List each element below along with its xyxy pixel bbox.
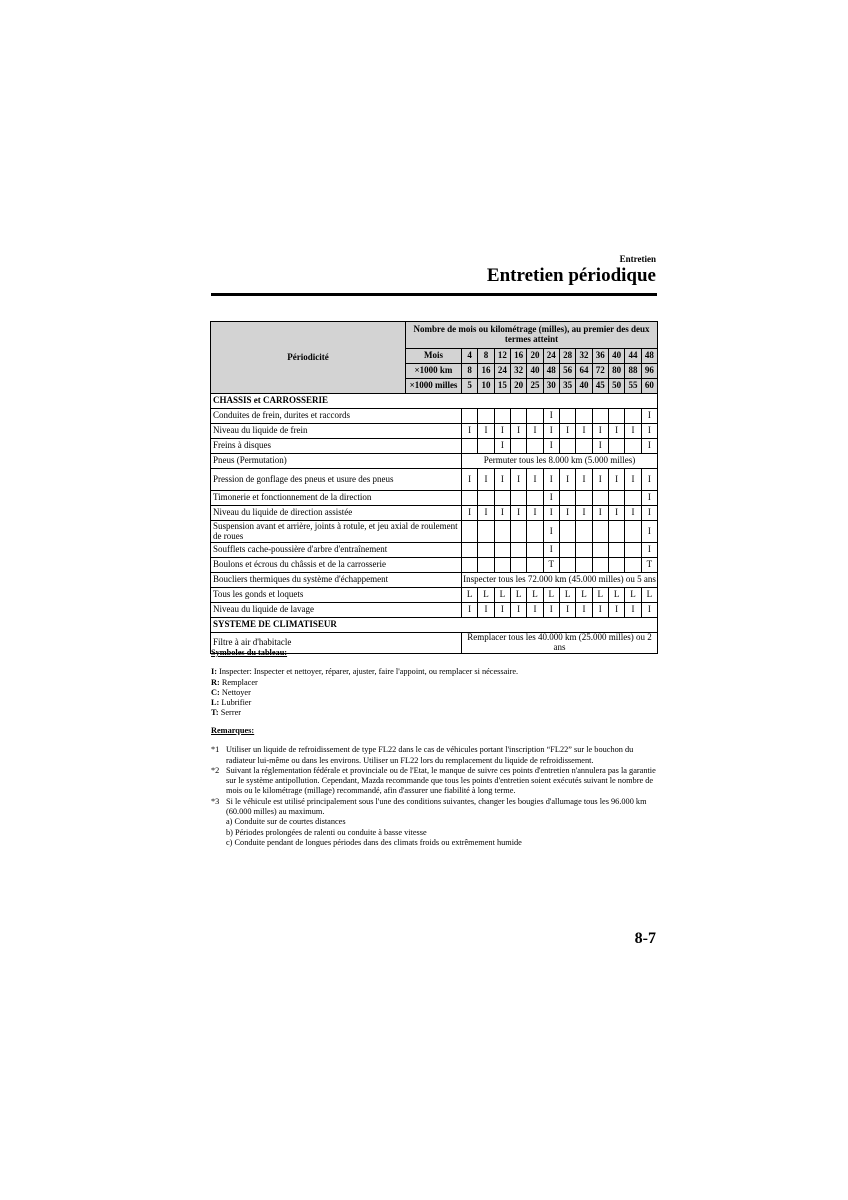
scale-value: 10 xyxy=(478,379,494,394)
schedule-cell xyxy=(608,558,624,573)
schedule-cell: I xyxy=(527,424,543,439)
table-row xyxy=(211,506,658,521)
item-label: Niveau du liquide de frein xyxy=(211,424,462,439)
symbol-code: R: xyxy=(211,677,220,687)
symbol-entry xyxy=(211,698,657,708)
schedule-cell: I xyxy=(527,506,543,521)
schedule-cell: I xyxy=(625,469,641,491)
scale-value: 4 xyxy=(462,349,478,364)
scale-value: 20 xyxy=(510,379,526,394)
schedule-cell xyxy=(527,491,543,506)
schedule-cell: I xyxy=(641,491,657,506)
scale-label: ×1000 milles xyxy=(406,379,462,394)
schedule-cell xyxy=(592,521,608,543)
table-row xyxy=(211,454,658,469)
schedule-cell: I xyxy=(478,506,494,521)
schedule-cell: I xyxy=(592,439,608,454)
schedule-cell xyxy=(462,558,478,573)
item-label: Freins à disques xyxy=(211,439,462,454)
schedule-cell: I xyxy=(576,603,592,618)
table-row xyxy=(211,439,658,454)
schedule-cell xyxy=(510,439,526,454)
schedule-cell: I xyxy=(494,469,510,491)
remark-marker: *1 xyxy=(211,745,220,755)
schedule-cell xyxy=(592,558,608,573)
scale-value: 40 xyxy=(608,349,624,364)
schedule-cell: I xyxy=(543,543,559,558)
schedule-cell xyxy=(494,558,510,573)
schedule-cell xyxy=(608,409,624,424)
remark-marker: *3 xyxy=(211,796,220,806)
schedule-cell: I xyxy=(641,603,657,618)
schedule-cell xyxy=(608,543,624,558)
item-label: Boucliers thermiques du système d'échappement xyxy=(211,573,462,588)
schedule-cell: I xyxy=(592,506,608,521)
schedule-cell: I xyxy=(559,424,575,439)
section-row xyxy=(211,394,658,409)
schedule-cell xyxy=(527,439,543,454)
schedule-cell: I xyxy=(559,469,575,491)
schedule-cell xyxy=(592,409,608,424)
scale-value: 20 xyxy=(527,349,543,364)
schedule-cell xyxy=(510,521,526,543)
title-rule xyxy=(211,293,657,296)
schedule-cell: I xyxy=(641,521,657,543)
schedule-cell xyxy=(494,491,510,506)
schedule-cell: I xyxy=(592,424,608,439)
symbol-code: T: xyxy=(211,708,219,718)
scale-value: 40 xyxy=(527,364,543,379)
schedule-cell: L xyxy=(641,588,657,603)
table-row xyxy=(211,558,658,573)
section-heading: SYSTEME DE CLIMATISEUR xyxy=(211,618,658,633)
scale-value: 32 xyxy=(576,349,592,364)
schedule-cell: L xyxy=(510,588,526,603)
schedule-cell xyxy=(478,558,494,573)
schedule-cell xyxy=(462,521,478,543)
schedule-cell: I xyxy=(608,424,624,439)
scale-value: 80 xyxy=(608,364,624,379)
schedule-cell xyxy=(608,491,624,506)
schedule-cell xyxy=(478,439,494,454)
schedule-cell: I xyxy=(494,506,510,521)
item-label: Timonerie et fonctionnement de la direction xyxy=(211,491,462,506)
schedule-cell xyxy=(527,521,543,543)
scale-value: 48 xyxy=(543,364,559,379)
schedule-cell: I xyxy=(641,543,657,558)
item-label: Filtre à air d'habitacle xyxy=(211,633,462,654)
section-row xyxy=(211,618,658,633)
schedule-cell: I xyxy=(559,506,575,521)
schedule-cell: I xyxy=(625,424,641,439)
schedule-cell xyxy=(576,521,592,543)
schedule-cell xyxy=(462,409,478,424)
schedule-cell xyxy=(478,543,494,558)
item-label: Pneus (Permutation) xyxy=(211,454,462,469)
schedule-cell: L xyxy=(608,588,624,603)
scale-value: 40 xyxy=(576,379,592,394)
table-row xyxy=(211,588,658,603)
schedule-cell: I xyxy=(478,469,494,491)
schedule-cell: L xyxy=(559,588,575,603)
periodicite-header: Périodicité xyxy=(211,322,406,394)
schedule-cell: I xyxy=(641,506,657,521)
schedule-cell: I xyxy=(543,491,559,506)
schedule-cell xyxy=(559,491,575,506)
symbol-entry xyxy=(211,688,657,698)
table-row xyxy=(211,469,658,491)
scale-value: 35 xyxy=(559,379,575,394)
page-number: 8-7 xyxy=(634,930,656,947)
symbol-entry xyxy=(211,708,657,718)
condition-item: b) Périodes prolongées de ralenti ou conduite à basse vitesse xyxy=(226,827,427,837)
schedule-cell xyxy=(592,543,608,558)
schedule-cell xyxy=(559,521,575,543)
scale-value: 96 xyxy=(641,364,657,379)
schedule-cell: I xyxy=(592,469,608,491)
schedule-cell: L xyxy=(478,588,494,603)
maintenance-schedule-table xyxy=(210,321,658,654)
schedule-cell xyxy=(608,439,624,454)
symbol-text: Remplacer xyxy=(219,677,258,687)
symbol-entry xyxy=(211,678,657,688)
schedule-cell: I xyxy=(478,424,494,439)
schedule-cell xyxy=(625,409,641,424)
scale-label: Mois xyxy=(406,349,462,364)
item-label: Suspension avant et arrière, joints à rotule, et jeu axial de roulement de roues xyxy=(211,521,462,543)
interval-caption: Nombre de mois ou kilométrage (milles), au premier des deux termes atteint xyxy=(406,322,658,349)
remark-text: Si le véhicule est utilisé principalement sous l'une des conditions suivantes, changer les bougies d'allumage tous les 96.000 km (60.000 milles) au maximum. xyxy=(226,796,647,817)
schedule-cell: T xyxy=(641,558,657,573)
scale-value: 16 xyxy=(510,349,526,364)
schedule-cell: I xyxy=(510,424,526,439)
schedule-cell: I xyxy=(478,603,494,618)
schedule-cell xyxy=(527,558,543,573)
symbols-title: Symboles du tableau: xyxy=(211,648,288,657)
schedule-cell xyxy=(494,521,510,543)
schedule-cell: I xyxy=(462,603,478,618)
schedule-cell xyxy=(494,543,510,558)
remark-item xyxy=(211,745,657,766)
symbol-code: L: xyxy=(211,698,220,708)
symbols-legend xyxy=(211,648,657,719)
interval-note: Permuter tous les 8.000 km (5.000 milles) xyxy=(462,454,658,469)
item-label: Conduites de frein, durites et raccords xyxy=(211,409,462,424)
item-label: Boulons et écrous du châssis et de la carrosserie xyxy=(211,558,462,573)
schedule-cell: L xyxy=(527,588,543,603)
scale-value: 30 xyxy=(543,379,559,394)
condition-item: a) Conduite sur de courtes distances xyxy=(226,817,346,827)
item-label: Soufflets cache-poussière d'arbre d'entraînement xyxy=(211,543,462,558)
table-row xyxy=(211,409,658,424)
remarks xyxy=(211,726,657,848)
scale-value: 64 xyxy=(576,364,592,379)
schedule-cell: I xyxy=(494,439,510,454)
header-row xyxy=(211,322,658,349)
schedule-cell: T xyxy=(543,558,559,573)
schedule-cell: I xyxy=(510,603,526,618)
schedule-cell: I xyxy=(608,469,624,491)
schedule-cell xyxy=(462,439,478,454)
item-label: Tous les gonds et loquets xyxy=(211,588,462,603)
scale-value: 72 xyxy=(592,364,608,379)
schedule-cell: I xyxy=(543,439,559,454)
schedule-cell: I xyxy=(462,424,478,439)
scale-value: 50 xyxy=(608,379,624,394)
remarks-title: Remarques: xyxy=(211,726,255,735)
schedule-cell: I xyxy=(625,603,641,618)
schedule-cell: I xyxy=(641,469,657,491)
interval-note: Inspecter tous les 72.000 km (45.000 milles) ou 5 ans xyxy=(462,573,658,588)
symbol-text: Nettoyer xyxy=(219,687,251,697)
schedule-cell: I xyxy=(592,603,608,618)
schedule-cell xyxy=(559,409,575,424)
remark-marker: *2 xyxy=(211,765,220,775)
schedule-cell xyxy=(462,491,478,506)
schedule-cell: I xyxy=(462,506,478,521)
schedule-cell xyxy=(625,558,641,573)
scale-value: 32 xyxy=(510,364,526,379)
schedule-cell: L xyxy=(494,588,510,603)
schedule-cell: L xyxy=(543,588,559,603)
scale-value: 60 xyxy=(641,379,657,394)
schedule-cell: L xyxy=(576,588,592,603)
scale-value: 5 xyxy=(462,379,478,394)
remark-text: Suivant la réglementation fédérale et provinciale ou de l'Etat, le manque de suivre ces points d'entretien n'annulera pas la garantie sur le système antipollution. Cependant, Mazda recommande que tous les points d'entretien soient exécutés suivant le nombre de mois ou le kilométrage (millage) recommandé, afin d'assurer une fiabilité à long terme. xyxy=(226,765,656,796)
section-heading: CHASSIS et CARROSSERIE xyxy=(211,394,658,409)
scale-value: 48 xyxy=(641,349,657,364)
scale-value: 8 xyxy=(462,364,478,379)
schedule-cell: L xyxy=(592,588,608,603)
schedule-cell: I xyxy=(641,409,657,424)
schedule-cell xyxy=(494,409,510,424)
schedule-cell xyxy=(608,521,624,543)
symbol-text: Serrer xyxy=(218,708,242,718)
schedule-cell xyxy=(478,521,494,543)
schedule-cell: I xyxy=(494,603,510,618)
scale-value: 16 xyxy=(478,364,494,379)
scale-value: 24 xyxy=(543,349,559,364)
schedule-cell: I xyxy=(608,603,624,618)
schedule-cell xyxy=(527,543,543,558)
symbol-text: Inspecter: Inspecter et nettoyer, réparer, ajuster, faire l'appoint, ou remplacer si nécessaire. xyxy=(217,667,519,677)
schedule-cell: I xyxy=(641,439,657,454)
table-row xyxy=(211,543,658,558)
schedule-cell: I xyxy=(559,603,575,618)
schedule-cell xyxy=(625,543,641,558)
symbol-entry xyxy=(211,667,657,677)
table-row xyxy=(211,424,658,439)
schedule-cell: I xyxy=(543,506,559,521)
schedule-cell xyxy=(510,558,526,573)
schedule-cell xyxy=(576,558,592,573)
schedule-cell: I xyxy=(510,469,526,491)
page-title: Entretien périodique xyxy=(486,265,656,286)
schedule-cell: I xyxy=(625,506,641,521)
schedule-cell xyxy=(462,543,478,558)
schedule-cell xyxy=(625,521,641,543)
condition-item: c) Conduite pendant de longues périodes dans des climats froids ou extrêmement humide xyxy=(226,837,522,847)
schedule-cell: I xyxy=(641,424,657,439)
schedule-cell: L xyxy=(462,588,478,603)
scale-value: 15 xyxy=(494,379,510,394)
section-label: Entretien xyxy=(619,254,656,264)
item-label: Niveau du liquide de direction assistée xyxy=(211,506,462,521)
scale-value: 36 xyxy=(592,349,608,364)
schedule-cell: I xyxy=(608,506,624,521)
schedule-cell xyxy=(576,439,592,454)
schedule-cell: I xyxy=(543,603,559,618)
scale-value: 12 xyxy=(494,349,510,364)
scale-label: ×1000 km xyxy=(406,364,462,379)
table-row xyxy=(211,491,658,506)
schedule-cell xyxy=(576,409,592,424)
schedule-cell: I xyxy=(462,469,478,491)
symbol-code: C: xyxy=(211,687,220,697)
scale-value: 8 xyxy=(478,349,494,364)
symbol-code: I: xyxy=(211,667,217,677)
remark-text: Utiliser un liquide de refroidissement de type FL22 dans le cas de véhicules portant l'inscription “FL22” sur le bouchon du radiateur lui-même ou dans les environs. Utiliser un FL22 lors du remplacement du liquide de refroidissement. xyxy=(226,745,634,765)
schedule-cell xyxy=(510,491,526,506)
schedule-cell xyxy=(559,558,575,573)
remark-item xyxy=(211,766,657,797)
schedule-cell xyxy=(592,491,608,506)
scale-value: 56 xyxy=(559,364,575,379)
item-label: Pression de gonflage des pneus et usure des pneus xyxy=(211,469,462,491)
symbol-text: Lubrifier xyxy=(219,698,252,708)
schedule-cell: L xyxy=(625,588,641,603)
scale-value: 45 xyxy=(592,379,608,394)
schedule-cell xyxy=(559,439,575,454)
schedule-cell xyxy=(478,491,494,506)
schedule-cell: I xyxy=(576,469,592,491)
remark-item xyxy=(211,797,657,818)
schedule-cell xyxy=(478,409,494,424)
table-row xyxy=(211,521,658,543)
schedule-cell: I xyxy=(543,409,559,424)
schedule-cell: I xyxy=(576,506,592,521)
scale-value: 28 xyxy=(559,349,575,364)
schedule-cell: I xyxy=(510,506,526,521)
schedule-cell: I xyxy=(527,469,543,491)
table-row xyxy=(211,573,658,588)
schedule-cell xyxy=(625,491,641,506)
scale-value: 44 xyxy=(625,349,641,364)
schedule-cell xyxy=(576,491,592,506)
schedule-cell xyxy=(625,439,641,454)
item-label: Niveau du liquide de lavage xyxy=(211,603,462,618)
schedule-cell: I xyxy=(494,424,510,439)
scale-value: 25 xyxy=(527,379,543,394)
scale-value: 88 xyxy=(625,364,641,379)
schedule-cell xyxy=(527,409,543,424)
schedule-cell xyxy=(510,409,526,424)
schedule-cell xyxy=(510,543,526,558)
schedule-cell: I xyxy=(543,424,559,439)
schedule-cell: I xyxy=(543,521,559,543)
schedule-cell: I xyxy=(576,424,592,439)
schedule-cell: I xyxy=(543,469,559,491)
scale-value: 55 xyxy=(625,379,641,394)
schedule-cell xyxy=(559,543,575,558)
schedule-cell: I xyxy=(527,603,543,618)
scale-value: 24 xyxy=(494,364,510,379)
table-row xyxy=(211,603,658,618)
interval-note: Remplacer tous les 40.000 km (25.000 milles) ou 2 ans xyxy=(462,633,658,654)
schedule-cell xyxy=(576,543,592,558)
